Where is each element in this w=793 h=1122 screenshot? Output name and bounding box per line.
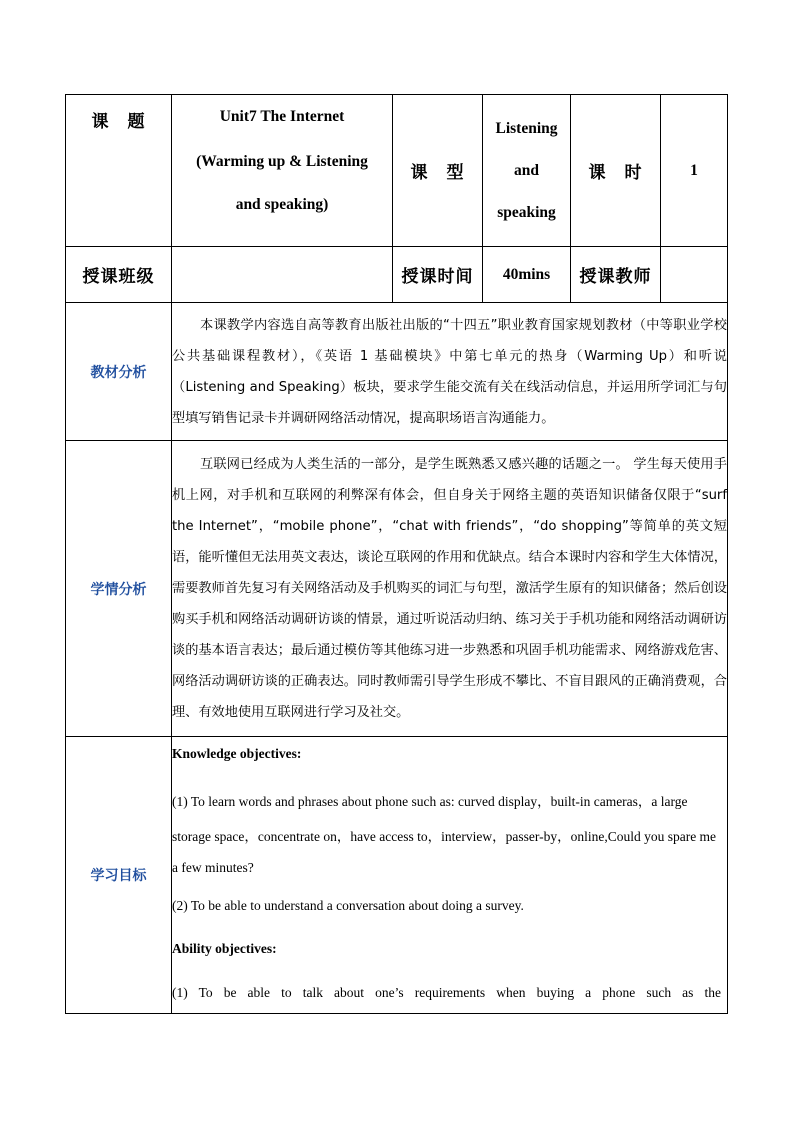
textbook-analysis-text: 本课教学内容选自高等教育出版社出版的“十四五”职业教育国家规划教材（中等职业学校公共基础课程教材），《英语 1 基础模块》中第七单元的热身（Warming Up）和听说（Listening and Speaking）板块，要求学生能交流有关在线活动信息，并运用所学词汇与句型填写销售记录卡并调研网络活动情况，提高职场语言沟通能力。 (172, 303, 728, 441)
ability-heading: Ability objectives: (172, 941, 277, 956)
knowledge-item-1-line-2: storage space，concentrate on，have access to，interview，passer-by，online,Could you spare me (172, 829, 717, 844)
teacher-value-cell (661, 247, 728, 303)
subject-value-cell (172, 95, 393, 247)
objectives-label: 学习目标 (90, 868, 147, 884)
period-label: 课 时 (588, 163, 643, 183)
type-label-cell (393, 95, 483, 247)
period-value-cell (661, 95, 728, 247)
student-analysis-row (66, 441, 728, 737)
textbook-analysis-label: 教材分析 (90, 364, 147, 381)
type-label: 课 型 (410, 163, 465, 183)
class-label-cell (66, 247, 172, 303)
period-value: 1 (690, 161, 698, 179)
student-analysis-label-cell (66, 441, 172, 737)
type-line-2: and (514, 161, 539, 179)
objectives-row (66, 737, 728, 1014)
class-time-row (66, 247, 728, 303)
student-analysis-label: 学情分析 (90, 581, 147, 598)
subject-line-3: and speaking) (235, 196, 329, 213)
subject-label: 课 题 (91, 112, 146, 132)
type-line-3: speaking (497, 203, 556, 221)
knowledge-item-2: (2) To be able to understand a conversation about doing a survey. (172, 898, 524, 913)
subject-line-2: (Warming up & Listening (196, 153, 368, 170)
ability-item-1: (1) To be able to talk about one’s requirements when buying a phone such as the (172, 985, 721, 1000)
knowledge-heading: Knowledge objectives: (172, 746, 302, 761)
subject-label-cell (66, 95, 172, 247)
teacher-label-cell (571, 247, 661, 303)
teacher-label: 授课教师 (579, 267, 652, 287)
class-value-cell (172, 247, 393, 303)
header-row (66, 95, 728, 247)
period-label-cell (571, 95, 661, 247)
time-label-cell (393, 247, 483, 303)
knowledge-item-1-line-3: a few minutes? (172, 860, 254, 875)
knowledge-item-1-line-1: (1) To learn words and phrases about phone such as: curved display，built-in cameras，a large (172, 794, 688, 809)
time-value-cell (483, 247, 571, 303)
objectives-content (172, 737, 728, 1014)
time-value: 40mins (502, 265, 551, 283)
type-value-cell (483, 95, 571, 247)
textbook-analysis-label-cell (66, 303, 172, 441)
time-label: 授课时间 (401, 267, 474, 287)
objectives-label-cell (66, 737, 172, 1014)
textbook-analysis-row (66, 303, 728, 441)
student-analysis-text: 互联网已经成为人类生活的一部分，是学生既熟悉又感兴趣的话题之一。 学生每天使用手机上网，对手机和互联网的利弊深有体会，但自身关于网络主题的英语知识储备仅限于“surf the Internet”，“mobile phone”，“chat with friends”，“do shopping”等简单的英文短语，能听懂但无法用英文表达，谈论互联网的作用和优缺点。结合本课时内容和学生大体情况，需要教师首先复习有关网络活动及手机购买的词汇与句型，激活学生原有的知识储备；然后创设购买手机和网络活动调研访谈的情景，通过听说活动归纳、练习关于手机功能和网络活动调研访谈的基本语言表达；最后通过模仿等其他练习进一步熟悉和巩固手机功能需求、网络游戏危害、网络活动调研访谈的正确表达。同时教师需引导学生形成不攀比、不盲目跟风的正确消费观，合理、有效地使用互联网进行学习及社交。 (172, 441, 728, 737)
class-label: 授课班级 (82, 267, 155, 287)
subject-line-1: Unit7 The Internet (219, 108, 345, 125)
type-line-1: Listening (495, 119, 558, 137)
lesson-plan-table (65, 94, 728, 1014)
